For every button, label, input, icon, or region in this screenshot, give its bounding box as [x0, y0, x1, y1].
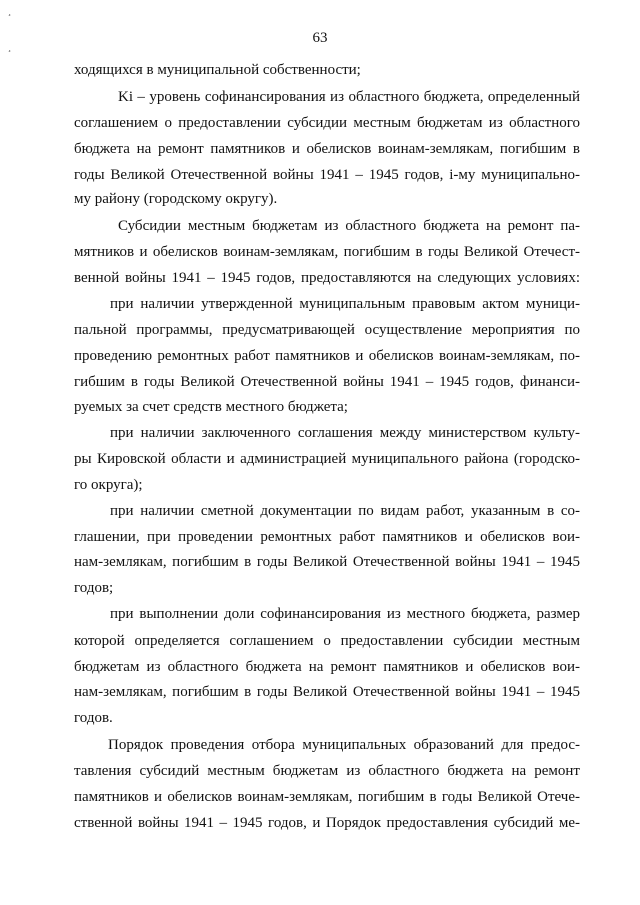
text-line: тавления субсидий местным бюджетам из областного бюджета на ремонт — [74, 763, 580, 779]
text-line: Порядок проведения отбора муниципальных образований для предос- — [108, 737, 580, 753]
text-line: соглашением о предоставлении субсидии местным бюджетам из областного — [74, 115, 580, 131]
text-line: годов. — [74, 710, 113, 726]
text-line: годов; — [74, 580, 114, 596]
text-line: при наличии заключенного соглашения между министерством культу- — [110, 425, 580, 441]
text-line: бюджета на ремонт памятников и обелисков воинам-землякам, погибшим в — [74, 141, 580, 157]
text-line: ственной войны 1941 – 1945 годов, и Порядок предоставления субсидий ме- — [74, 815, 580, 831]
text-line: ходящихся в муниципальной собственности; — [74, 62, 361, 78]
text-line: при выполнении доли софинансирования из местного бюджета, размер — [110, 606, 580, 622]
text-line: при наличии сметной документации по видам работ, указанным в со- — [110, 503, 580, 519]
text-line: глашении, при проведении ремонтных работ памятников и обелисков вои- — [74, 529, 580, 545]
text-line: при наличии утвержденной муниципальным правовым актом муници- — [110, 296, 580, 312]
text-line: гибшим в годы Великой Отечественной войны 1941 – 1945 годов, финанси- — [74, 374, 580, 390]
margin-mark: ¸ — [8, 6, 11, 16]
text-line: го округа); — [74, 477, 143, 493]
text-line: мятников и обелисков воинам-землякам, погибшим в годы Великой Отечест- — [74, 244, 580, 260]
text-line: проведению ремонтных работ памятников и обелисков воинам-землякам, по- — [74, 348, 580, 364]
text-line: нам-землякам, погибшим в годы Великой Отечественной войны 1941 – 1945 — [74, 554, 580, 570]
text-line: нам-землякам, погибшим в годы Великой Отечественной войны 1941 – 1945 — [74, 684, 580, 700]
text-line: бюджетам из областного бюджета на ремонт памятников и обелисков вои- — [74, 659, 580, 675]
text-line: которой определяется соглашением о предоставлении субсидии местным — [74, 633, 580, 649]
text-line: ры Кировской области и администрацией муниципального района (городско- — [74, 451, 580, 467]
margin-mark: ¸ — [8, 42, 11, 52]
text-line: венной войны 1941 – 1945 годов, предоставляются на следующих условиях: — [74, 270, 580, 286]
page-number: 63 — [312, 30, 328, 46]
text-line: пальной программы, предусматривающей осуществление мероприятия по — [74, 322, 580, 338]
text-line: памятников и обелисков воинам-землякам, погибшим в годы Великой Отече- — [74, 789, 580, 805]
text-line: му району (городскому округу). — [74, 191, 278, 207]
text-line: Субсидии местным бюджетам из областного бюджета на ремонт па- — [118, 218, 580, 234]
text-line: руемых за счет средств местного бюджета; — [74, 399, 348, 415]
text-line: Ki – уровень софинансирования из областного бюджета, определенный — [118, 89, 580, 105]
text-line: годы Великой Отечественной войны 1941 – 1945 годов, i-му муниципально- — [74, 167, 580, 183]
